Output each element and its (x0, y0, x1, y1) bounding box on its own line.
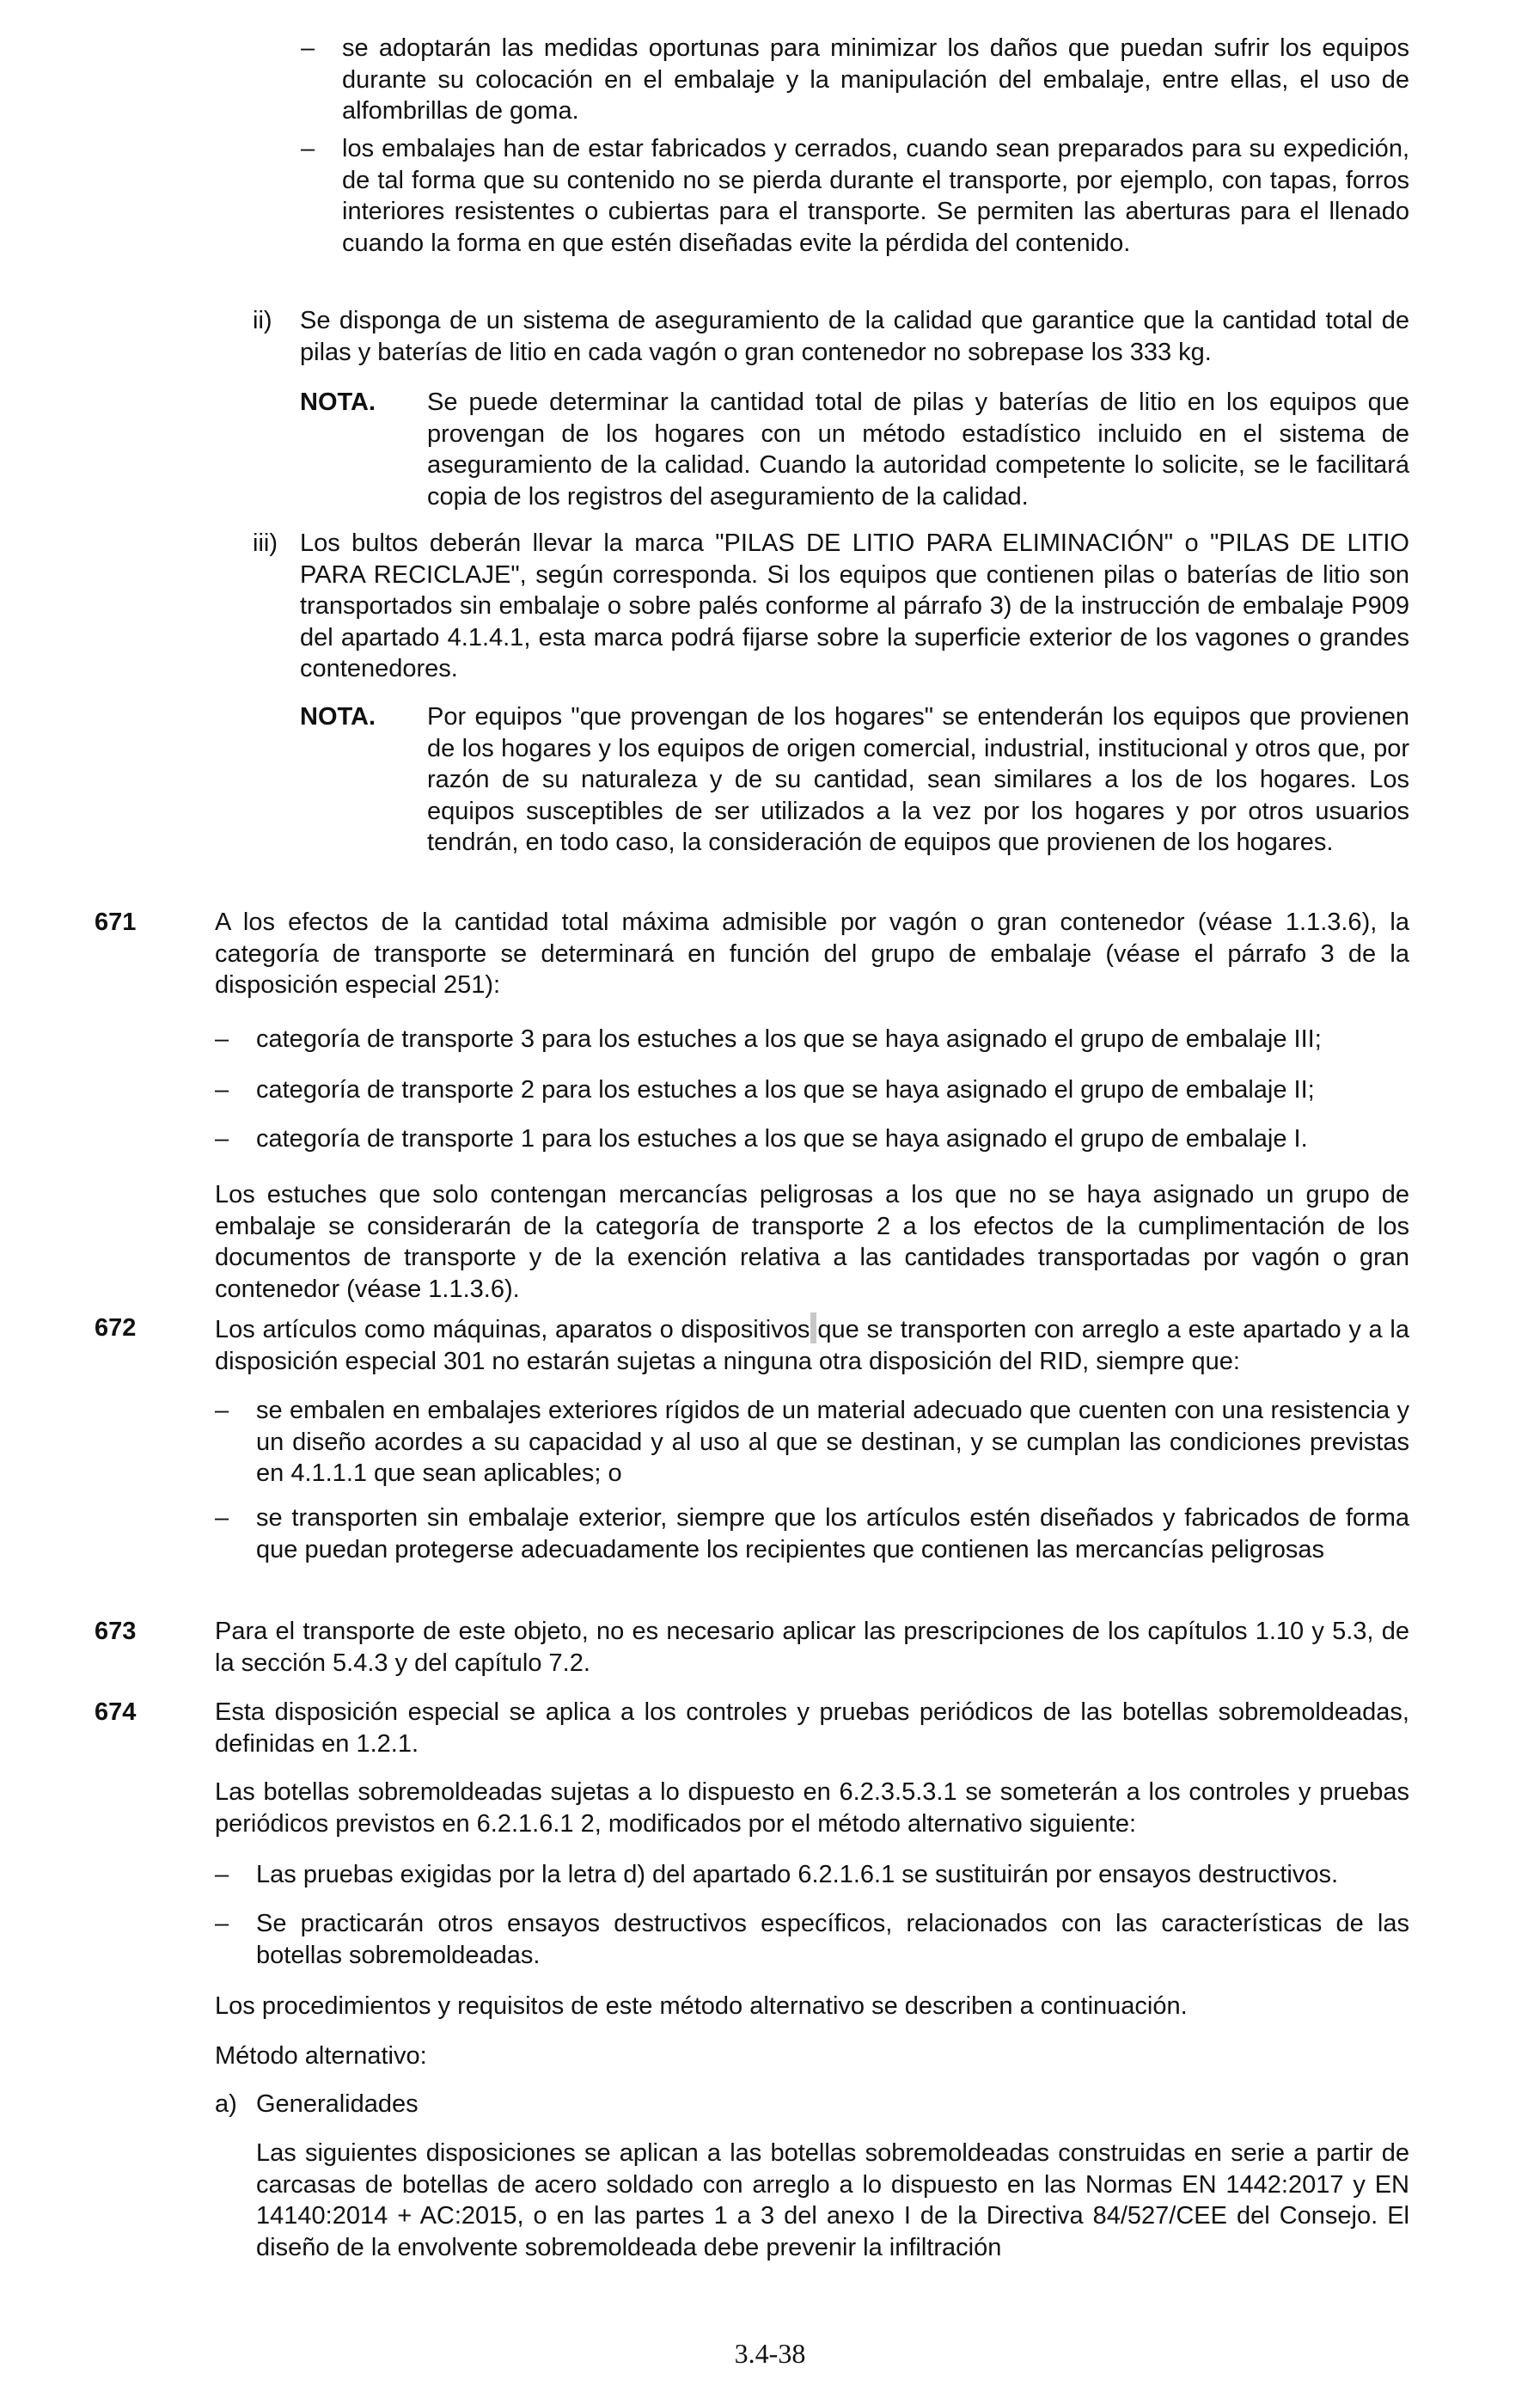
intro-item-1-text: se adoptarán las medidas oportunas para minimizar los daños que puedan sufrir los equipos durante su colocación en el embalaje y la manipulación del embalaje, entre ellas, el uso de alfombrillas de goma. (342, 34, 1409, 125)
nota-2-paragraph (427, 701, 1409, 859)
section-674-text: Esta disposición especial se aplica a los controles y pruebas periódicos de las botellas sobremoldeadas, definidas en 1.2.1. (215, 1698, 1409, 1758)
dash-marker: – (301, 135, 315, 162)
section-671-paragraph (215, 907, 1409, 1001)
section-674-item-2 (256, 1908, 1409, 1971)
section-672-item-2 (256, 1502, 1409, 1565)
section-674-item-2-text: Se practicarán otros ensayos destructivos específicos, relacionados con las características de las botellas sobremoldeadas. (256, 1910, 1409, 1969)
nota-1-paragraph (427, 387, 1409, 512)
section-673-text: Para el transporte de este objeto, no es necesario aplicar las prescripciones de los capítulos 1.10 y 5.3, de la sección 5.4.3 y del capítulo 7.2. (215, 1618, 1409, 1677)
dash-marker: – (215, 1504, 229, 1532)
roman-iii-label: iii) (253, 529, 278, 557)
subsection-a-title (256, 2089, 1409, 2120)
section-671-after-text: Los estuches que solo contengan mercancías peligrosas a los que no se haya asignado un grupo de embalaje se considerarán de la categoría de transporte 2 a los efectos de la cumplimentación de los documentos de transporte y de la exención relativa a las cantidades transportadas por vagón o gran contenedor (véase 1.1.3.6). (215, 1181, 1409, 1303)
section-674-item-1-text: Las pruebas exigidas por la letra d) del apartado 6.2.1.6.1 se sustituirán por ensayos destructivos. (256, 1861, 1339, 1888)
section-672-item-1-text: se embalen en embalajes exteriores rígidos de un material adecuado que cuenten con una resistencia y un diseño acordes a su capacidad y al uso al que se destinan, y se cumplan las condiciones previstas en 4.1.1.1 que sean aplicables; o (256, 1397, 1409, 1487)
dash-marker: – (215, 1025, 229, 1053)
section-674-item-1 (256, 1859, 1409, 1891)
section-674-para2 (215, 1777, 1409, 1839)
intro-item-1 (342, 33, 1409, 127)
roman-ii-label: ii) (253, 307, 272, 334)
section-671-item-2 (256, 1074, 1409, 1106)
section-671-text: A los efectos de la cantidad total máxima admisible por vagón o gran contenedor (véase 1.1.3.6), la categoría de transporte se determinará en función del grupo de embalaje (véase el párrafo 3 de la disposición especial 251): (215, 909, 1409, 999)
nota-2-label: NOTA. (300, 703, 376, 731)
text-cursor-mark (810, 1312, 816, 1343)
section-674-para2-text: Las botellas sobremoldeadas sujetas a lo dispuesto en 6.2.3.5.3.1 se someterán a los controles y pruebas periódicos previstos en 6.2.1.6.1 2, modificados por el método alternativo siguiente: (215, 1778, 1409, 1838)
section-674-para3 (215, 1991, 1409, 2022)
subsection-a-label: a) (215, 2090, 237, 2118)
intro-item-2 (342, 133, 1409, 259)
roman-iii-paragraph (300, 528, 1409, 685)
section-674-para4-text: Método alternativo: (215, 2042, 427, 2070)
roman-ii-text: Se disponga de un sistema de aseguramiento de la calidad que garantice que la cantidad total de pilas y baterías de litio en cada vagón o gran contenedor no sobrepase los 333 kg. (300, 307, 1409, 366)
dash-marker: – (215, 1125, 229, 1153)
page-number: 3.4-38 (734, 2338, 806, 2369)
dash-marker: – (215, 1861, 229, 1888)
section-671-item-3 (256, 1123, 1409, 1155)
section-672-item-2-text: se transporten sin embalaje exterior, siempre que los artículos estén diseñados y fabricados de forma que puedan protegerse adecuadamente los recipientes que contienen las mercancías peligrosas (256, 1504, 1409, 1563)
dash-marker: – (301, 34, 315, 62)
section-671-number: 671 (95, 909, 137, 936)
section-671-item-3-text: categoría de transporte 1 para los estuches a los que se haya asignado el grupo de embalaje I. (256, 1125, 1308, 1153)
section-672-number: 672 (95, 1314, 137, 1342)
section-671-item-1-text: categoría de transporte 3 para los estuches a los que se haya asignado el grupo de embalaje III; (256, 1025, 1322, 1053)
section-674-para3-text: Los procedimientos y requisitos de este método alternativo se describen a continuación. (215, 1992, 1188, 2020)
roman-ii-paragraph (300, 305, 1409, 368)
section-674-paragraph (215, 1697, 1409, 1759)
section-671-item-1 (256, 1024, 1409, 1055)
section-671-after-paragraph (215, 1179, 1409, 1305)
subsection-a-paragraph (256, 2138, 1409, 2263)
section-671-item-2-text: categoría de transporte 2 para los estuches a los que se haya asignado el grupo de embalaje II; (256, 1076, 1315, 1104)
intro-item-2-text: los embalajes han de estar fabricados y cerrados, cuando sean preparados para su expedición, de tal forma que su contenido no se pierda durante el transporte, por ejemplo, con tapas, forros interiores resistentes o cubiertas para el transporte. Se permiten las aberturas para el llenado cuando la forma en que estén diseñadas evite la pérdida del contenido. (342, 135, 1409, 257)
subsection-a-text: Las siguientes disposiciones se aplican a las botellas sobremoldeadas construidas en serie a partir de carcasas de botellas de acero soldado con arreglo a lo dispuesto en las Normas EN 1442:2017 y EN 14140:2014 + AC:2015, o en las partes 1 a 3 del anexo I de la Directiva 84/527/CEE del Consejo. El diseño de la envolvente sobremoldeada debe prevenir la infiltración (256, 2139, 1409, 2261)
section-672-item-1 (256, 1395, 1409, 1490)
dash-marker: – (215, 1910, 229, 1937)
nota-2-text: Por equipos "que provengan de los hogares" se entenderán los equipos que provienen de los hogares y los equipos de origen comercial, industrial, institucional y otros que, por razón de su naturaleza y de su cantidad, sean similares a los de los hogares. Los equipos susceptibles de ser utilizados a la vez por los hogares y por otros usuarios tendrán, en todo caso, la consideración de equipos que provienen de los hogares. (427, 703, 1409, 856)
nota-1-text: Se puede determinar la cantidad total de pilas y baterías de litio en los equipos que provengan de los hogares con un método estadístico incluido en el sistema de aseguramiento de la calidad. Cuando la autoridad competente lo solicite, se le facilitará copia de los registros del aseguramiento de la calidad. (427, 388, 1409, 511)
section-673-number: 673 (95, 1618, 137, 1645)
roman-iii-text: Los bultos deberán llevar la marca "PILAS DE LITIO PARA ELIMINACIÓN" o "PILAS DE LITIO PARA RECICLAJE", según corresponda. Si los equipos que contienen pilas o baterías de litio son transportados sin embalaje o sobre palés conforme al párrafo 3) de la instrucción de embalaje P909 del apartado 4.1.4.1, esta marca podrá fijarse sobre la superficie exterior de los vagones o grandes contenedores. (300, 529, 1409, 682)
section-672-paragraph (215, 1312, 1409, 1377)
dash-marker: – (215, 1076, 229, 1104)
section-674-para4 (215, 2040, 1409, 2072)
section-673-paragraph (215, 1616, 1409, 1679)
nota-1-label: NOTA. (300, 388, 376, 416)
section-674-number: 674 (95, 1698, 137, 1726)
section-672-text: Los artículos como máquinas, aparatos o dispositivos que se transporten con arreglo a este apartado y a la disposición especial 301 no estarán sujetas a ninguna otra disposición del RID, siempre que: (215, 1312, 1409, 1377)
subsection-a-title-text: Generalidades (256, 2090, 419, 2118)
dash-marker: – (215, 1397, 229, 1424)
